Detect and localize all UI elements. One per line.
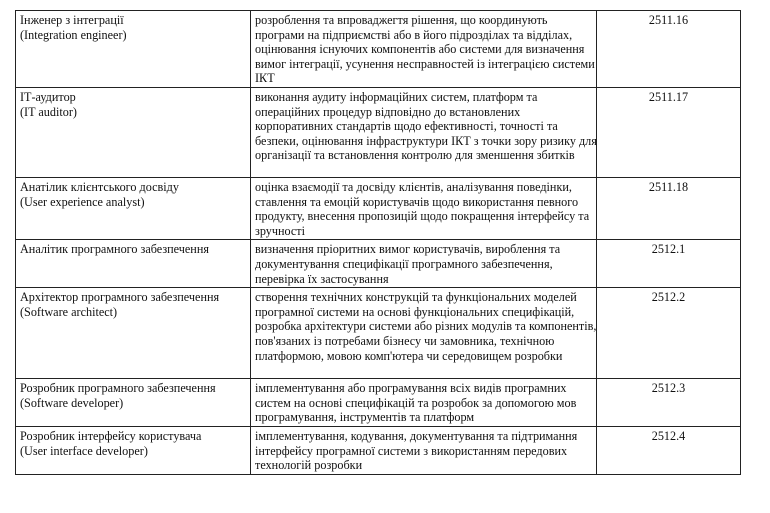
occupation-description-cell [251,240,597,288]
occupation-title-cell [16,87,251,177]
table-row [16,288,741,379]
occupation-description-cell [251,288,597,379]
occupation-code: 2511.17 [597,87,741,177]
occupation-title-cell [16,11,251,88]
description-line: визначення пріоритних вимог користувачів, вироблення та [255,242,561,257]
occupation-title-cell [16,288,251,379]
table-row [16,379,741,427]
description-line: розробка архітектури системи або різних модулів та компонентів, [255,319,597,334]
occupation-title: Інженер з інтеграції [20,13,124,27]
occupation-title-en: (Integration engineer) [20,27,127,42]
occupation-description-cell [251,87,597,177]
description-line: організації та встановлення контролю для зменшення збитків [255,148,575,163]
description-line: операційних процедур відповідно до встановлених [255,104,521,119]
description-line: оцінювання існуючих компонентів або системи для визначення [255,42,585,57]
occupation-title-cell [16,177,251,239]
description-line: оцінка взаємодії та досвіду клієнтів, аналізування поведінки, [255,179,572,194]
occupation-description-cell [251,379,597,427]
table-row [16,426,741,474]
occupation-description-cell [251,177,597,239]
occupation-code: 2512.2 [597,288,741,379]
description-line: платформою, мовою комп'ютера чи середовищем розробки [255,348,563,363]
occupation-code: 2511.16 [597,11,741,88]
description-line: ставлення та емоцій користувачів щодо використання певного [255,194,579,209]
occupation-code: 2512.3 [597,379,741,427]
occupation-title-en: (Software developer) [20,395,124,410]
description-line: пов'язаних із потребами бізнесу чи замовника, технічною [255,333,555,348]
description-line: безпеки, оцінювання інфраструктури ІКТ з точки зору ризику для [255,133,597,148]
occupation-description-cell [251,426,597,474]
table-row [16,177,741,239]
description-line: імплементування або програмування всіх видів програмних [255,381,567,396]
occupation-code: 2512.4 [597,426,741,474]
occupation-title-en: (IT auditor) [20,104,77,119]
description-line: вимог інтеграції, усунення несправностей із інтеграцією системи [255,56,595,71]
occupation-title-en: (User interface developer) [20,443,148,458]
description-line: інтерфейсу програмної системи з використанням передових [255,443,568,458]
description-line: зручності [255,223,306,238]
occupation-title: ІТ-аудитор [20,89,76,104]
description-line: програмної системи на основі функціональних специфікацій, [255,304,575,319]
occupation-title: Анатілик клієнтського досвіду [20,179,179,194]
table-row [16,240,741,288]
occupation-code: 2511.18 [597,177,741,239]
description-line: технологій розробки [255,458,363,473]
occupation-description-cell [251,11,597,88]
occupation-title: Розробник програмного забезпечення [20,381,216,396]
description-line: програми на підприємстві або в його підрозділах та відділах, [255,27,573,42]
occupations-table [15,10,741,475]
description-line: програмування, інструментів та платформ [255,410,475,425]
occupation-title: Аналітик програмного забезпечення [20,242,209,257]
occupation-title-cell [16,426,251,474]
occupation-code: 2512.1 [597,240,741,288]
description-line: імплементування, кодування, документування та підтримання [255,428,578,443]
description-line: створення технічних конструкцій та функціональних моделей [255,290,577,305]
table-row [16,11,741,88]
occupation-title-en: (User experience analyst) [20,194,145,209]
description-line: перевірка їх застосування [255,271,389,286]
description-line: документування специфікації програмного забезпечення, [255,256,553,271]
description-line: продукту, внесення пропозицій щодо покращення інтерфейсу та [255,209,590,224]
occupation-title-cell [16,379,251,427]
description-line: систем на основі специфікацій та розробок за допомогою мов [255,395,577,410]
occupation-title: Розробник інтерфейсу користувача [20,428,202,443]
table-row [16,87,741,177]
description-line: корпоративних стандартів щодо ефективності, точності та [255,119,558,134]
occupation-title-en: (Software architect) [20,304,118,319]
description-line: виконання аудиту інформаційних систем, платформ та [255,89,538,104]
occupation-title: Архітектор програмного забезпечення [20,290,220,305]
occupation-title-cell [16,240,251,288]
description-line: розроблення та впроваджегтя рішення, що координують [255,13,548,27]
description-line: ІКТ [255,71,275,86]
